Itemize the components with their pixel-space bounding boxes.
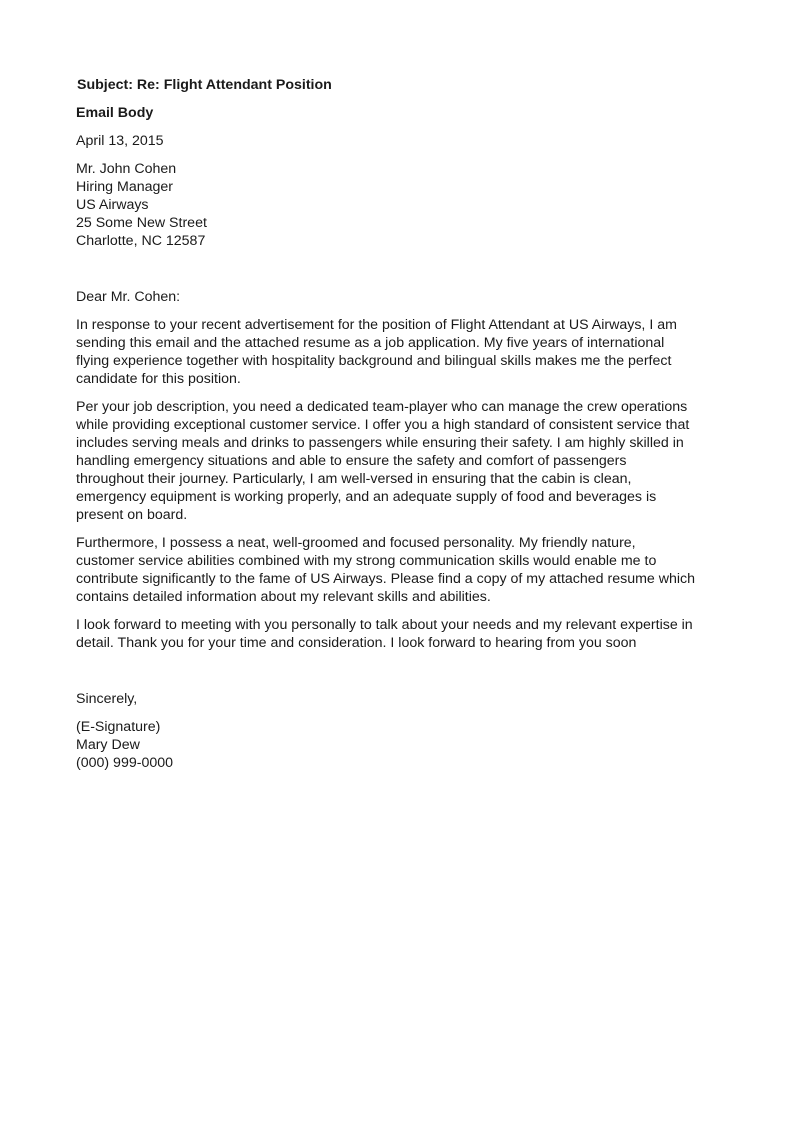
closing: Sincerely, [76, 691, 138, 707]
paragraph-line: customer service abilities combined with my strong communication skills would enable me to [76, 553, 657, 569]
recipient-address [76, 160, 721, 250]
paragraph-line: flying experience together with hospitality background and bilingual skills makes me the perfect [76, 353, 672, 369]
paragraph-line: handling emergency situations and able to ensure the safety and comfort of passengers [76, 453, 627, 469]
e-signature: (E-Signature) [76, 719, 161, 735]
email-subject: Subject: Re: Flight Attendant Position [77, 77, 332, 93]
recipient-title: Hiring Manager [76, 179, 173, 195]
letter-date: April 13, 2015 [76, 133, 164, 149]
recipient-city: Charlotte, NC 12587 [76, 233, 206, 249]
salutation: Dear Mr. Cohen: [76, 289, 181, 305]
paragraph-line: Furthermore, I possess a neat, well-groomed and focused personality. My friendly nature, [76, 535, 636, 551]
sender-name: Mary Dew [76, 737, 140, 753]
paragraph-line: contains detailed information about my relevant skills and abilities. [76, 589, 491, 605]
paragraph-line: includes serving meals and drinks to passengers while ensuring their safety. I am highly skilled in [76, 435, 684, 451]
recipient-street: 25 Some New Street [76, 215, 207, 231]
paragraph-line: detail. Thank you for your time and consideration. I look forward to hearing from you soon [76, 635, 637, 651]
paragraph-line: throughout their journey. Particularly, I am well-versed in ensuring that the cabin is clean, [76, 471, 632, 487]
section-heading: Email Body [76, 105, 154, 121]
paragraph-line: while providing exceptional customer service. I offer you a high standard of consistent service that [76, 417, 690, 433]
body-paragraph-3 [76, 534, 721, 606]
recipient-name: Mr. John Cohen [76, 161, 177, 177]
sender-phone: (000) 999-0000 [76, 755, 174, 771]
recipient-company: US Airways [76, 197, 149, 213]
paragraph-line: contribute significantly to the fame of US Airways. Please find a copy of my attached resume which [76, 571, 696, 587]
body-paragraph-1 [76, 316, 721, 388]
paragraph-line: Per your job description, you need a dedicated team-player who can manage the crew operations [76, 399, 688, 415]
body-paragraph-4 [76, 616, 721, 652]
paragraph-line: sending this email and the attached resume as a job application. My five years of international [76, 335, 665, 351]
body-paragraph-2 [76, 398, 721, 524]
paragraph-line: emergency equipment is working properly, and an adequate supply of food and beverages is [76, 489, 657, 505]
paragraph-line: present on board. [76, 507, 188, 523]
paragraph-line: In response to your recent advertisement for the position of Flight Attendant at US Airways, I am [76, 317, 677, 333]
signature-block [76, 718, 721, 772]
letter-page [76, 76, 721, 772]
paragraph-line: I look forward to meeting with you personally to talk about your needs and my relevant expertise in [76, 617, 693, 633]
paragraph-line: candidate for this position. [76, 371, 241, 387]
